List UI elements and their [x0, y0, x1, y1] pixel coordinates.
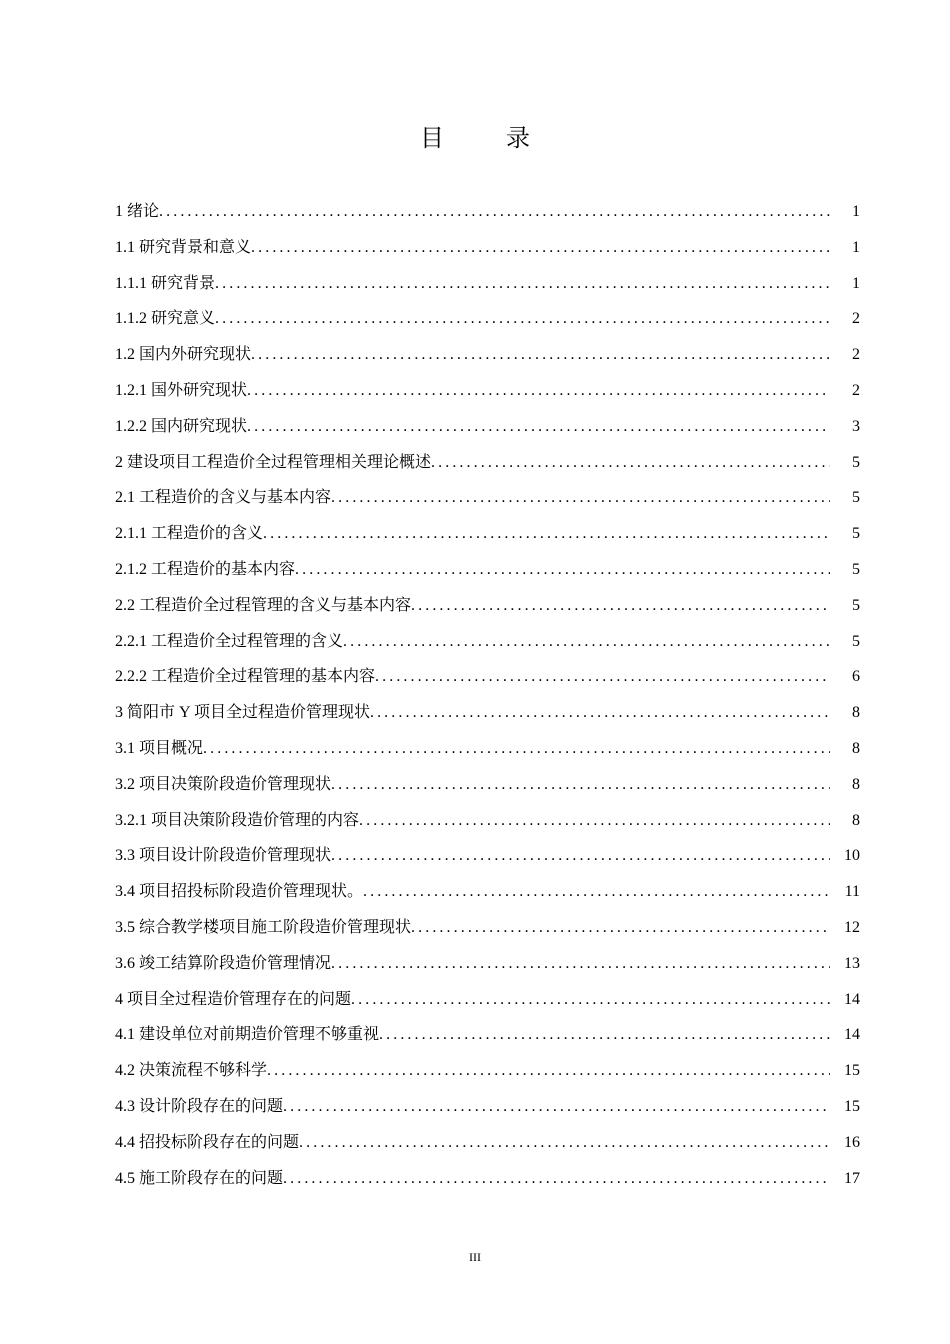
toc-leader-dots [331, 489, 830, 507]
toc-entry[interactable] [115, 628, 860, 664]
toc-entry-label: 2.2 工程造价全过程管理的含义与基本内容 [115, 596, 412, 614]
toc-entry-label: 3.2.1 项目决策阶段造价管理的内容 [115, 811, 360, 829]
toc-entry-label: 4.1 建设单位对前期造价管理不够重视 [115, 1026, 380, 1044]
toc-leader-dots [379, 1026, 830, 1044]
toc-leader-dots [247, 382, 830, 400]
toc-entry-page: 5 [852, 453, 860, 471]
toc-entry[interactable] [115, 305, 860, 341]
toc-entry[interactable] [115, 270, 860, 306]
toc-leader-dots [431, 454, 830, 472]
toc-entry[interactable] [115, 377, 860, 413]
toc-entry[interactable] [115, 1129, 860, 1165]
toc-leader-dots [263, 525, 830, 543]
toc-leader-dots [359, 812, 830, 830]
toc-entry-label: 2.1 工程造价的含义与基本内容 [115, 489, 332, 507]
toc-leader-dots [203, 740, 830, 758]
toc-leader-dots [283, 1098, 830, 1116]
toc-entry-page: 8 [852, 704, 860, 722]
table-of-contents [115, 198, 860, 1200]
toc-entry-page: 5 [852, 525, 860, 543]
toc-entry-page: 15 [844, 1097, 860, 1115]
toc-entry-label: 3.5 综合教学楼项目施工阶段造价管理现状 [115, 918, 412, 936]
toc-entry[interactable] [115, 520, 860, 556]
toc-entry-page: 2 [852, 310, 860, 328]
toc-entry[interactable] [115, 699, 860, 735]
toc-leader-dots [267, 1062, 830, 1080]
toc-entry-label: 3.2 项目决策阶段造价管理现状 [115, 775, 332, 793]
toc-entry-label: 4.3 设计阶段存在的问题 [115, 1097, 284, 1115]
toc-leader-dots [251, 239, 830, 257]
toc-leader-dots [215, 310, 830, 328]
page-number: III [469, 1250, 481, 1264]
toc-entry-page: 16 [844, 1133, 860, 1151]
toc-leader-dots [411, 597, 830, 615]
toc-entry[interactable] [115, 484, 860, 520]
toc-entry-page: 13 [844, 954, 860, 972]
toc-leader-dots [215, 275, 830, 293]
toc-entry-label: 1.1.2 研究意义 [115, 310, 216, 328]
toc-entry[interactable] [115, 1093, 860, 1129]
toc-entry-page: 1 [852, 238, 860, 256]
toc-leader-dots [331, 776, 830, 794]
toc-entry-page: 6 [852, 668, 860, 686]
toc-entry-label: 2.2.2 工程造价全过程管理的基本内容 [115, 668, 376, 686]
toc-entry-page: 17 [844, 1169, 860, 1187]
toc-entry-page: 3 [852, 417, 860, 435]
toc-entry[interactable] [115, 950, 860, 986]
toc-entry[interactable] [115, 592, 860, 628]
toc-entry[interactable] [115, 807, 860, 843]
toc-leader-dots [283, 1170, 830, 1188]
toc-entry[interactable] [115, 449, 860, 485]
toc-entry-label: 3 简阳市 Y 项目全过程造价管理现状 [115, 704, 370, 722]
toc-entry-label: 1.2.2 国内研究现状 [115, 417, 248, 435]
toc-entry[interactable] [115, 986, 860, 1022]
toc-entry[interactable] [115, 556, 860, 592]
toc-entry-page: 5 [852, 489, 860, 507]
toc-entry[interactable] [115, 914, 860, 950]
toc-entry-page: 8 [852, 739, 860, 757]
toc-entry[interactable] [115, 1021, 860, 1057]
toc-entry-label: 1 绪论 [115, 203, 160, 220]
toc-leader-dots [370, 704, 830, 722]
page-title: 目 录 [420, 126, 558, 152]
toc-leader-dots [351, 991, 830, 1009]
toc-entry-label: 2.1.1 工程造价的含义 [115, 525, 264, 543]
toc-entry[interactable] [115, 842, 860, 878]
toc-entry-page: 14 [844, 990, 860, 1008]
toc-entry[interactable] [115, 878, 860, 914]
toc-entry-page: 8 [852, 775, 860, 793]
toc-leader-dots [251, 346, 830, 364]
toc-entry[interactable] [115, 771, 860, 807]
toc-leader-dots [331, 847, 830, 865]
toc-entry-page: 2 [852, 381, 860, 399]
toc-entry-page: 12 [844, 918, 860, 936]
toc-entry[interactable] [115, 413, 860, 449]
toc-entry-label: 3.3 项目设计阶段造价管理现状 [115, 847, 332, 865]
toc-entry-label: 1.1.1 研究背景 [115, 274, 216, 292]
toc-leader-dots [375, 668, 830, 686]
toc-leader-dots [331, 955, 830, 973]
toc-entry-label: 3.6 竣工结算阶段造价管理情况 [115, 954, 332, 972]
toc-entry-label: 2.1.2 工程造价的基本内容 [115, 560, 296, 578]
toc-entry-label: 1.2.1 国外研究现状 [115, 381, 248, 399]
toc-entry[interactable] [115, 663, 860, 699]
toc-entry-page: 10 [844, 847, 860, 865]
toc-entry-page: 2 [852, 346, 860, 364]
toc-leader-dots [363, 883, 830, 901]
toc-entry-label: 1.2 国内外研究现状 [115, 346, 252, 364]
toc-entry-page: 5 [852, 560, 860, 578]
toc-entry[interactable] [115, 341, 860, 377]
toc-entry-label: 2 建设项目工程造价全过程管理相关理论概述 [115, 453, 432, 471]
toc-entry-label: 4.5 施工阶段存在的问题 [115, 1169, 284, 1187]
toc-leader-dots [411, 919, 830, 937]
toc-entry-label: 2.2.1 工程造价全过程管理的含义 [115, 632, 344, 650]
toc-leader-dots [343, 633, 830, 651]
toc-entry-page: 14 [844, 1026, 860, 1044]
toc-entry-label: 4 项目全过程造价管理存在的问题 [115, 990, 352, 1008]
toc-entry-page: 11 [844, 883, 860, 901]
toc-entry-page: 15 [844, 1062, 860, 1080]
toc-entry-label: 4.2 决策流程不够科学 [115, 1062, 268, 1080]
toc-entry-page: 5 [852, 632, 860, 650]
toc-entry-page: 5 [852, 596, 860, 614]
toc-entry-page: 1 [852, 274, 860, 292]
toc-entry[interactable] [115, 234, 860, 270]
toc-leader-dots [299, 1134, 830, 1152]
toc-entry-label: 1.1 研究背景和意义 [115, 238, 252, 256]
toc-entry[interactable] [115, 1057, 860, 1093]
toc-entry-page: 8 [852, 811, 860, 829]
toc-leader-dots [247, 418, 830, 436]
toc-entry-label: 4.4 招投标阶段存在的问题 [115, 1133, 300, 1151]
toc-entry[interactable] [115, 198, 860, 234]
toc-entry[interactable] [115, 735, 860, 771]
toc-entry-label: 3.4 项目招投标阶段造价管理现状。 [115, 883, 364, 901]
toc-entry-page: 1 [852, 203, 860, 220]
toc-leader-dots [159, 203, 830, 221]
toc-entry[interactable] [115, 1165, 860, 1201]
toc-leader-dots [295, 561, 830, 579]
toc-entry-label: 3.1 项目概况 [115, 739, 204, 757]
